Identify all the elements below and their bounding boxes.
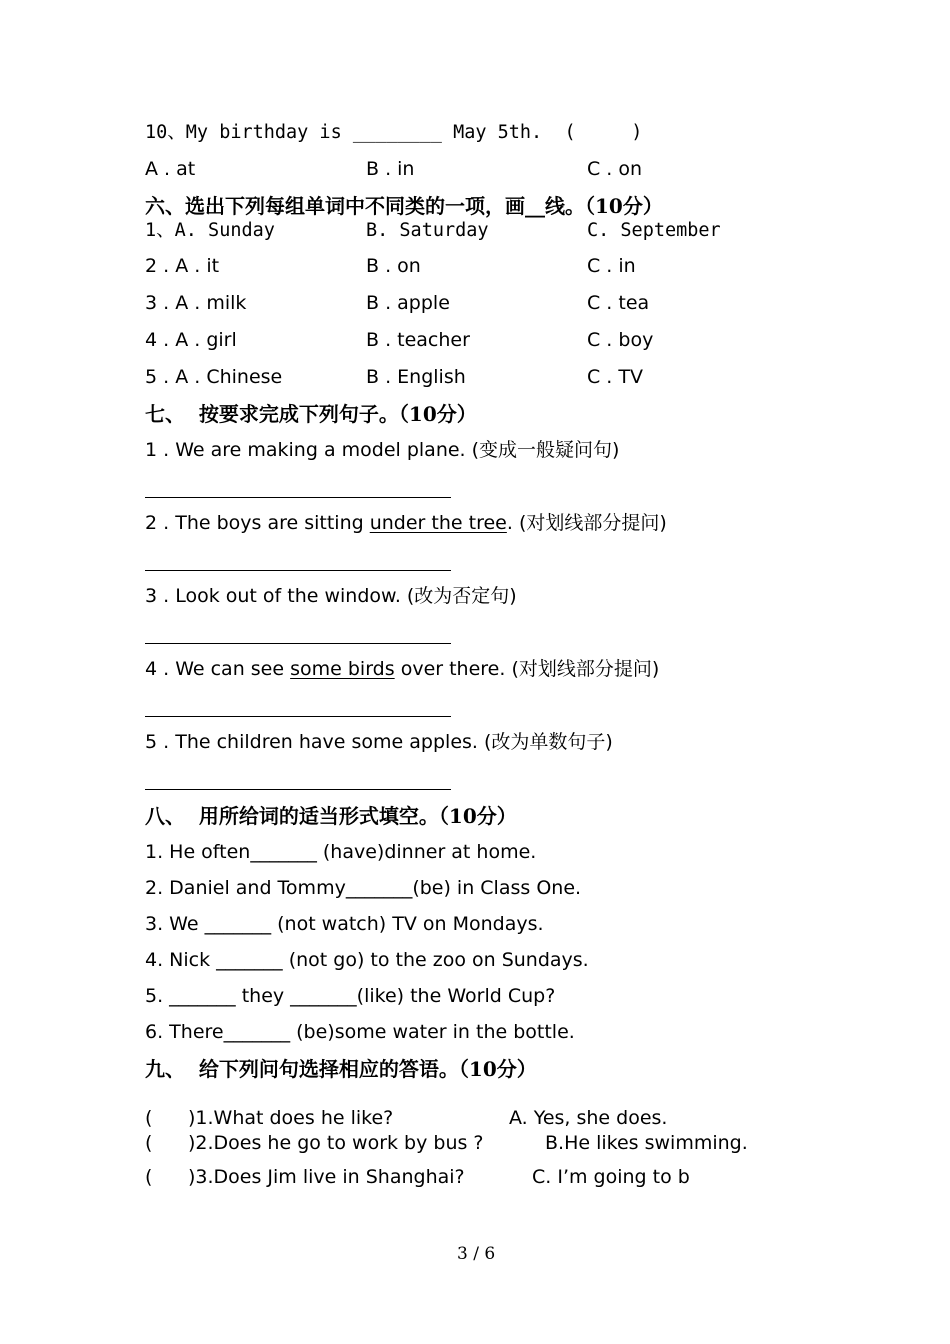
item-text: 4 . We can see	[145, 658, 291, 680]
section-6-title: 六、选出下列每组单词中不同类的一项，画	[145, 194, 525, 218]
section-6-row-4-a: 4 . A . girl	[145, 329, 237, 351]
underlined-phrase: under the tree	[369, 512, 507, 534]
section-6-row-1-c: C. September	[587, 220, 721, 241]
section-6-row-1-b: B. Saturday	[366, 220, 489, 241]
answer-line-2[interactable]	[145, 570, 451, 571]
section-6-heading	[145, 194, 663, 218]
section-6-row-5-b: B . English	[366, 366, 466, 388]
section-9-question-1: )1.What does he like?	[188, 1107, 394, 1129]
answer-line-1[interactable]	[145, 497, 451, 498]
page-number: 3 / 6	[457, 1244, 496, 1264]
section-9-answer-c: C. I’m going to b	[532, 1166, 690, 1188]
underlined-phrase: some birds	[290, 658, 395, 680]
section-6-title-end: 线。（10分）	[545, 194, 663, 218]
section-6-row-3-b: B . apple	[366, 292, 450, 314]
section-8-item-3: 3. We _______ (not watch) TV on Mondays.	[145, 913, 544, 935]
section-9-paren-2: (	[145, 1132, 153, 1154]
item-text: 2 . The boys are sitting	[145, 512, 370, 534]
section-7-item-1	[145, 438, 619, 462]
section-6-row-5-c: C . TV	[587, 366, 643, 388]
answer-line-3[interactable]	[145, 643, 451, 644]
section-9-answer-a: A. Yes, she does.	[509, 1107, 668, 1129]
section-7-item-3	[145, 584, 517, 608]
item-instruction: . (对划线部分提问)	[506, 512, 667, 534]
question-10-option-a: A . at	[145, 158, 196, 180]
section-9-question-2: )2.Does he go to work by bus ?	[188, 1132, 484, 1154]
section-6-row-2-a: 2 . A . it	[145, 255, 220, 277]
section-9-answer-b: B.He likes swimming.	[545, 1132, 748, 1154]
section-7-heading: 七、 按要求完成下列句子。（10分）	[145, 402, 477, 426]
section-7-item-4	[145, 657, 659, 681]
section-9-paren-1: (	[145, 1107, 153, 1129]
section-8-item-6: 6. There_______ (be)some water in the bottle.	[145, 1021, 575, 1043]
section-6-row-1-a: 1、A. Sunday	[145, 220, 275, 241]
answer-line-4[interactable]	[145, 716, 451, 717]
section-8-item-5: 5. _______ they _______(like) the World Cup?	[145, 985, 556, 1007]
section-7-item-2	[145, 511, 667, 535]
answer-line-5[interactable]	[145, 789, 451, 790]
section-8-heading: 八、 用所给词的适当形式填空。（10分）	[145, 804, 517, 828]
section-6-row-4-c: C . boy	[587, 329, 654, 351]
section-6-row-5-a: 5 . A . Chinese	[145, 366, 283, 388]
question-10-stem: 10、My birthday is ________ May 5th. ( )	[145, 122, 643, 143]
section-9-question-3: )3.Does Jim live in Shanghai?	[188, 1166, 465, 1188]
section-7-item-5	[145, 730, 613, 754]
item-text: 1 . We are making a model plane. (变成一般疑问句)	[145, 439, 620, 461]
section-9-heading: 九、 给下列问句选择相应的答语。（10分）	[145, 1057, 537, 1081]
question-10-option-c: C . on	[587, 158, 643, 180]
item-text: 5 . The children have some apples. (改为单数句子)	[145, 731, 613, 753]
item-text: 3 . Look out of the window. (改为否定句)	[145, 585, 517, 607]
section-6-row-2-c: C . in	[587, 255, 636, 277]
section-8-item-1: 1. He often_______ (have)dinner at home.	[145, 841, 537, 863]
item-instruction: over there. (对划线部分提问)	[394, 658, 660, 680]
section-8-item-2: 2. Daniel and Tommy_______(be) in Class One.	[145, 877, 582, 899]
section-6-row-3-a: 3 . A . milk	[145, 292, 247, 314]
section-6-title-blank: __	[525, 194, 545, 218]
section-9-paren-3: (	[145, 1166, 153, 1188]
section-8-item-4: 4. Nick _______ (not go) to the zoo on Sundays.	[145, 949, 589, 971]
section-6-row-4-b: B . teacher	[366, 329, 470, 351]
section-6-row-3-c: C . tea	[587, 292, 650, 314]
section-6-row-2-b: B . on	[366, 255, 421, 277]
question-10-option-b: B . in	[366, 158, 415, 180]
